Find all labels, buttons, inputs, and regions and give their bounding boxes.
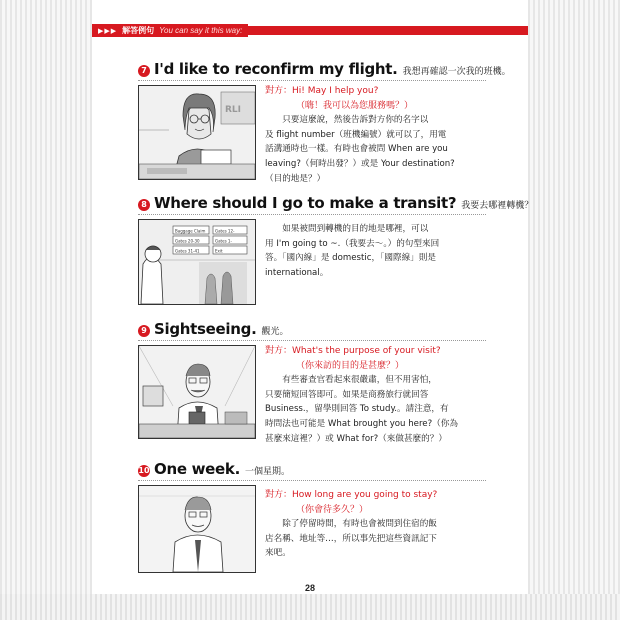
divider — [138, 340, 486, 341]
section-7 — [138, 58, 511, 188]
reply-label: 對方：What's the purpose of your visit? — [265, 346, 441, 356]
english-phrase: Sightseeing. — [154, 320, 257, 338]
section-7-text — [265, 84, 487, 186]
section-8-text — [265, 222, 487, 280]
chinese-phrase: 我想再確認一次我的班機。 — [402, 67, 511, 77]
right-margin-stripes — [528, 0, 620, 620]
english-phrase: One week. — [154, 460, 241, 478]
svg-text:Exit: Exit — [215, 248, 223, 254]
body-line: 答。「國內線」是 domestic，「國際線」則是 — [265, 253, 436, 264]
body-line: 有些審查官看起來很嚴肅，但不用害怕， — [282, 375, 437, 386]
left-margin-stripes — [0, 0, 92, 620]
section-number: 10 — [138, 466, 150, 475]
body-line: Business.，留學則回答 To study.。請注意，有 — [265, 404, 449, 415]
divider — [138, 480, 486, 481]
header-tag — [92, 24, 248, 37]
body-line: （目的地是？） — [265, 173, 326, 184]
header-zh: 解答例句 — [122, 26, 155, 35]
section-10 — [138, 458, 488, 573]
section-number: 8 — [138, 199, 150, 211]
divider — [138, 214, 486, 215]
reply-label: 對方：How long are you going to stay? — [265, 490, 438, 500]
header-arrows: ▶▶▶ — [98, 26, 118, 35]
bottom-band — [0, 594, 620, 620]
body-line: leaving?（何時出發？）或是 Your destination? — [265, 158, 455, 169]
section-9 — [138, 318, 488, 453]
illustration-airline-clerk — [138, 85, 256, 180]
reply-translation: （嗨！我可以為您服務嗎？） — [296, 100, 414, 111]
body-line: 只要簡短回答即可。如果是商務旅行就回答 — [265, 389, 429, 400]
section-8-title — [138, 194, 533, 212]
body-line: international。 — [265, 267, 329, 278]
svg-text:Gates 31-41: Gates 31-41 — [175, 248, 200, 254]
body-line: 除了停留時間，有時也會被問到住宿的飯 — [282, 519, 437, 530]
illustration-immigration-officer — [138, 345, 256, 439]
svg-text:Gates 12-: Gates 12- — [215, 228, 235, 234]
section-10-title — [138, 460, 290, 478]
section-9-text — [265, 344, 487, 446]
section-9-title — [138, 320, 288, 338]
svg-text:Gates 1-: Gates 1- — [215, 238, 232, 244]
body-line: 及 flight number（班機編號）就可以了，用電 — [265, 129, 447, 140]
body-line: 店名稱、地址等…，所以事先把這些資訊記下 — [265, 533, 437, 544]
body-line: 話溝通時也一樣。有時也會被問 When are you — [265, 144, 448, 155]
section-8 — [138, 192, 534, 307]
section-10-text — [265, 488, 487, 561]
body-line: 如果被問到轉機的目的地是哪裡，可以 — [282, 224, 429, 234]
svg-text:Baggage Claim: Baggage Claim — [175, 228, 206, 234]
illustration-airport-transit-signs — [138, 219, 256, 305]
reply-translation: （你會待多久？） — [296, 504, 369, 515]
header-en: You can say it this way: — [159, 26, 243, 35]
reply-translation: （你來訪的目的是甚麼？） — [296, 360, 405, 371]
divider — [138, 80, 486, 81]
chinese-phrase: 一個星期。 — [245, 467, 291, 477]
svg-text:Gates 20-30: Gates 20-30 — [175, 238, 200, 244]
section-number: 9 — [138, 325, 150, 337]
body-line: 時問法也可能是 What brought you here?（你為 — [265, 418, 458, 429]
svg-text:RLI: RLI — [225, 105, 242, 115]
section-7-title — [138, 60, 511, 78]
illustration-officer-question — [138, 485, 256, 573]
body-line: 只要這麼說，然後告訴對方你的名字以 — [282, 115, 429, 126]
chinese-phrase: 觀光。 — [261, 327, 289, 337]
chinese-phrase: 我要去哪裡轉機？ — [461, 201, 534, 211]
body-line: 來吧。 — [265, 548, 291, 559]
body-line: 甚麼來這裡？）或 What for?（來做甚麼的？） — [265, 433, 447, 444]
reply-label: 對方：Hi! May I help you? — [265, 86, 379, 96]
section-number: 7 — [138, 65, 150, 77]
english-phrase: I'd like to reconfirm my flight. — [154, 60, 398, 78]
page-number: 28 — [304, 583, 315, 593]
english-phrase: Where should I go to make a transit? — [154, 194, 457, 212]
body-line: 用 I'm going to ~.（我要去～。）的句型來回 — [265, 238, 440, 249]
